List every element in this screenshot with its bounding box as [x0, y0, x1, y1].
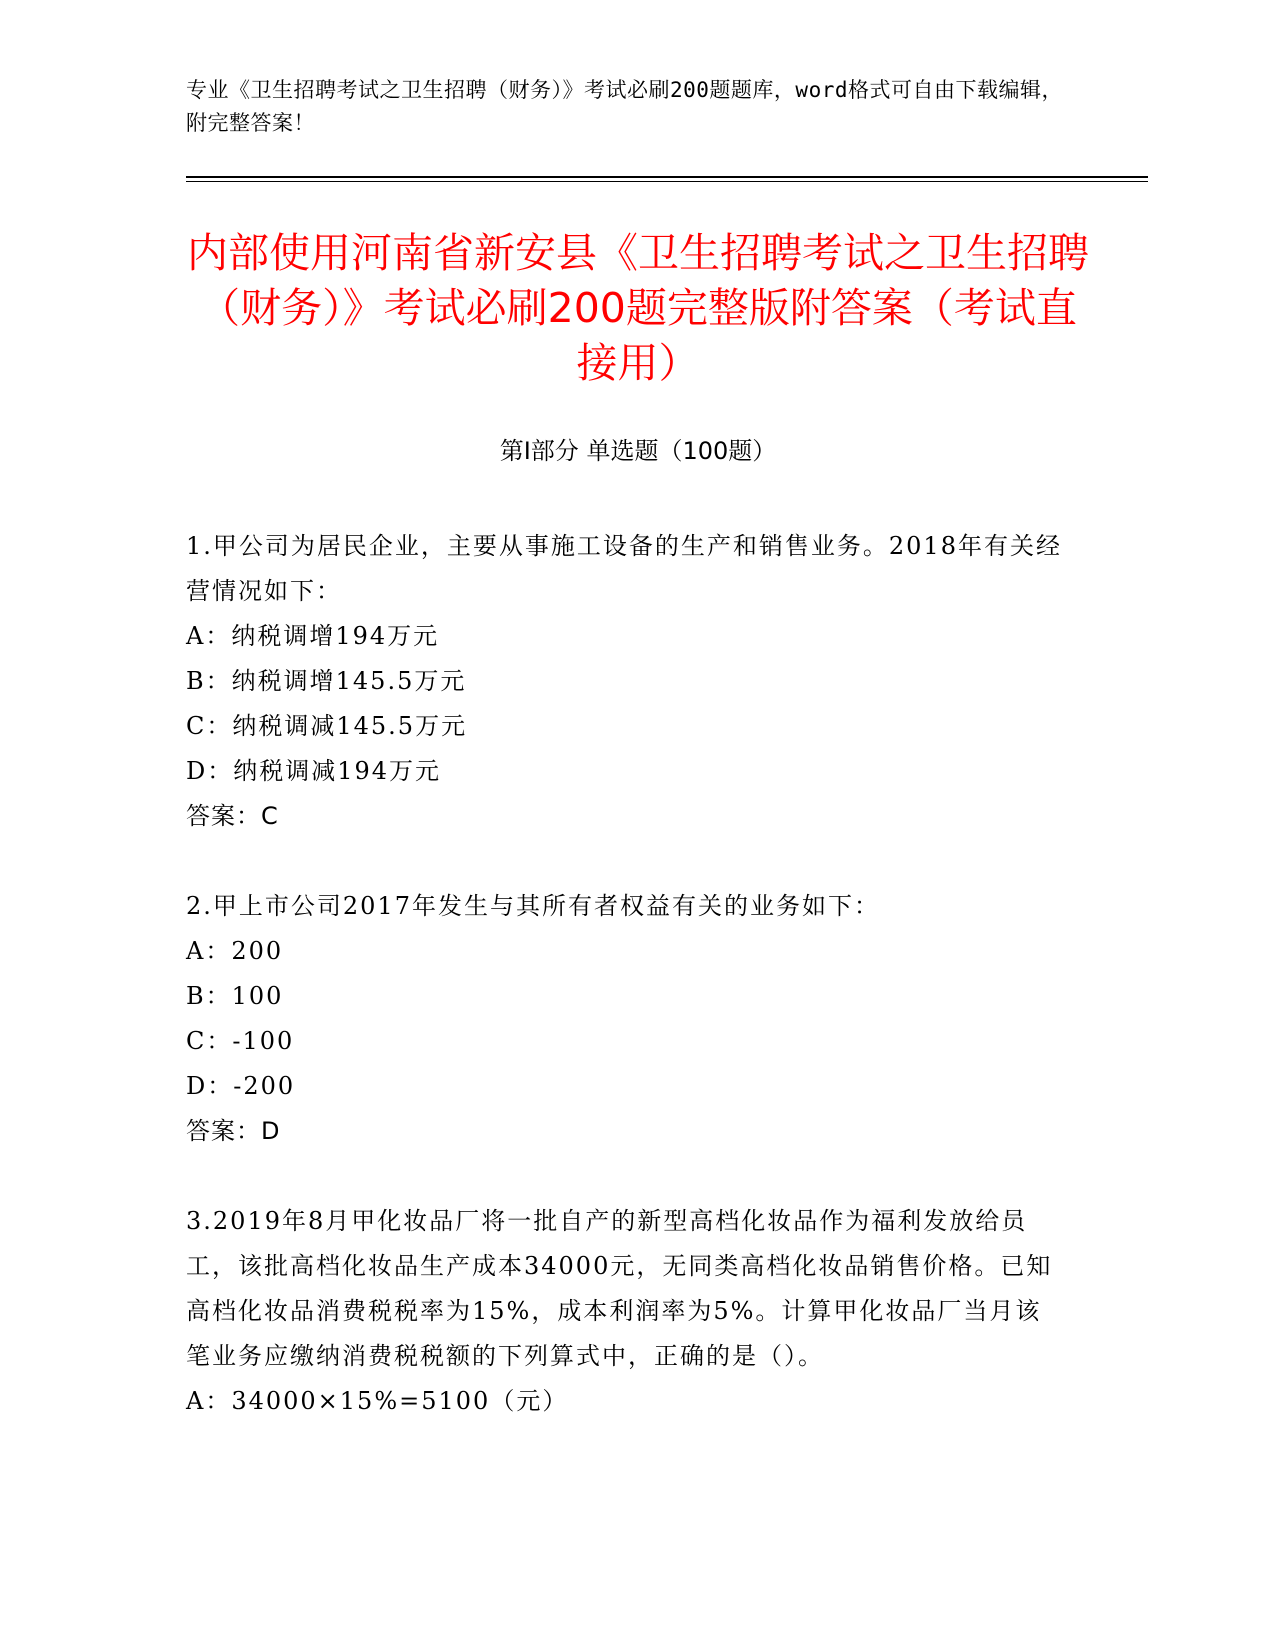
option-a: A：纳税调增194万元	[186, 622, 440, 650]
header-divider-thin	[186, 181, 1148, 182]
option-d: D：-200	[186, 1072, 296, 1100]
question-2	[186, 884, 1066, 1154]
header-note: 专业《卫生招聘考试之卫生招聘（财务）》考试必刷200题题库，word格式可自由下载编辑，附完整答案！	[186, 78, 1063, 135]
option-c: C：纳税调减145.5万元	[186, 712, 468, 740]
question-text: 2.甲上市公司2017年发生与其所有者权益有关的业务如下：	[186, 892, 880, 920]
section-heading: 第I部分 单选题（100题）	[499, 437, 777, 465]
option-b: B：纳税调增145.5万元	[186, 667, 467, 695]
question-1	[186, 524, 1066, 839]
answer: 答案：C	[186, 802, 279, 830]
option-a: A：34000×15%=5100（元）	[186, 1387, 569, 1415]
question-text: 1.甲公司为居民企业，主要从事施工设备的生产和销售业务。2018年有关经营情况如下：	[186, 532, 1062, 605]
question-list	[186, 524, 1066, 1469]
option-a: A：200	[186, 937, 284, 965]
option-c: C：-100	[186, 1027, 295, 1055]
document-title: 内部使用河南省新安县《卫生招聘考试之卫生招聘（财务）》考试必刷200题完整版附答案（考试直接用）	[187, 229, 1089, 387]
header-divider-thick	[186, 176, 1148, 178]
question-text: 3.2019年8月甲化妆品厂将一批自产的新型高档化妆品作为福利发放给员工，该批高档化妆品生产成本34000元，无同类高档化妆品销售价格。已知高档化妆品消费税税率为15%，成本利润率为5%。计算甲化妆品厂当月该笔业务应缴纳消费税税额的下列算式中，正确的是（）。	[186, 1207, 1053, 1370]
option-d: D：纳税调减194万元	[186, 757, 442, 785]
question-3	[186, 1199, 1066, 1424]
answer: 答案：D	[186, 1117, 281, 1145]
option-b: B：100	[186, 982, 284, 1010]
